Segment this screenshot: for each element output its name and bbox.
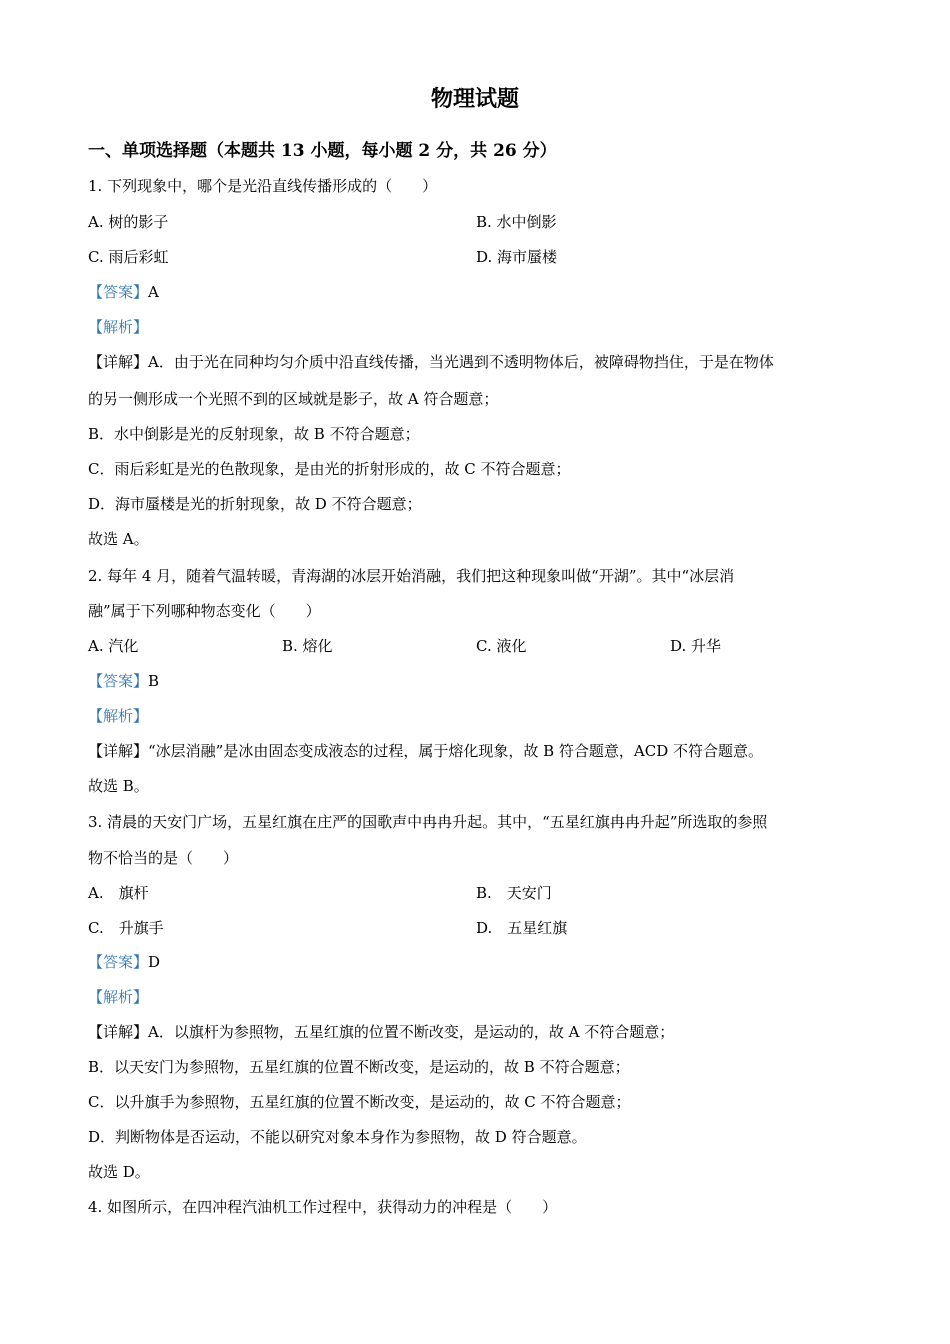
detail-tag: 【详解】 [88, 353, 149, 371]
q3-detail-line [88, 1020, 674, 1044]
q2-stem: 2. 每年 4 月，随着气温转暖，青海湖的冰层开始消融，我们把这种现象叫做“开湖”。其中“冰层消 [88, 567, 735, 585]
q1-option-a: A. 树的影子 [88, 213, 169, 231]
q3-stem: 3. 清晨的天安门广场，五星红旗在庄严的国歌声中冉冉升起。其中，“五星红旗冉冉升起”所选取的参照 [88, 813, 768, 831]
q1-detail-line: 的另一侧形成一个光照不到的区域就是影子，故 A 符合题意； [88, 390, 499, 408]
q3-detail-line: D．判断物体是否运动，不能以研究对象本身作为参照物，故 D 符合题意。 [88, 1128, 587, 1146]
q4-stem: 4. 如图所示，在四冲程汽油机工作过程中，获得动力的冲程是（ ） [88, 1198, 558, 1216]
section-heading: 一、单项选择题（本题共 13 小题，每小题 2 分，共 26 分） [88, 141, 557, 161]
q1-option-b: B. 水中倒影 [476, 213, 557, 231]
q1-detail-line [88, 350, 774, 374]
q2-option-d: D. 升华 [670, 637, 722, 655]
q1-conclusion: 故选 A。 [88, 530, 149, 548]
q2-analysis-tag: 【解析】 [88, 707, 149, 725]
q3-answer [88, 950, 160, 974]
q3-analysis-tag: 【解析】 [88, 988, 149, 1006]
q1-detail-text: A．由于光在同种均匀介质中沿直线传播，当光遇到不透明物体后，被障碍物挡住，于是在物体 [148, 353, 774, 371]
answer-tag: 【答案】 [88, 953, 149, 971]
answer-tag: 【答案】 [88, 283, 149, 301]
q1-option-d: D. 海市蜃楼 [476, 248, 558, 266]
q2-option-c: C. 液化 [476, 637, 527, 655]
q3-stem: 物不恰当的是（ ） [88, 849, 239, 867]
answer-tag: 【答案】 [88, 672, 149, 690]
q3-option-a: A. 旗杆 [88, 884, 149, 902]
q2-detail-text: “冰层消融”是冰由固态变成液态的过程，属于熔化现象，故 B 符合题意，ACD 不符合题意。 [148, 742, 764, 760]
q1-option-c: C. 雨后彩虹 [88, 248, 169, 266]
q3-option-b: B. 天安门 [476, 884, 552, 902]
detail-tag: 【详解】 [88, 742, 149, 760]
q3-option-c: C. 升旗手 [88, 919, 164, 937]
q2-stem: 融”属于下列哪种物态变化（ ） [88, 602, 321, 620]
q1-answer [88, 280, 159, 304]
q3-option-d: D. 五星红旗 [476, 919, 568, 937]
page-title: 物理试题 [430, 86, 519, 112]
q1-detail-line: C．雨后彩虹是光的色散现象，是由光的折射形成的，故 C 不符合题意； [88, 460, 571, 478]
q2-option-b: B. 熔化 [282, 637, 333, 655]
q3-conclusion: 故选 D。 [88, 1163, 150, 1181]
q2-conclusion: 故选 B。 [88, 777, 149, 795]
q2-answer [88, 669, 159, 693]
q1-detail-line: D．海市蜃楼是光的折射现象，故 D 不符合题意； [88, 495, 422, 513]
q1-answer-value: A [148, 283, 159, 301]
q3-detail-line: C．以升旗手为参照物，五星红旗的位置不断改变，是运动的，故 C 不符合题意； [88, 1093, 631, 1111]
q3-detail-text: A．以旗杆为参照物，五星红旗的位置不断改变，是运动的，故 A 不符合题意； [148, 1023, 675, 1041]
q2-option-a: A. 汽化 [88, 637, 139, 655]
q2-detail-line [88, 739, 763, 763]
q3-detail-line: B．以天安门为参照物，五星红旗的位置不断改变，是运动的，故 B 不符合题意； [88, 1058, 630, 1076]
q1-stem: 1. 下列现象中，哪个是光沿直线传播形成的（ ） [88, 177, 438, 195]
q2-answer-value: B [148, 672, 160, 690]
q3-answer-value: D [148, 953, 161, 971]
detail-tag: 【详解】 [88, 1023, 149, 1041]
q1-detail-line: B．水中倒影是光的反射现象，故 B 不符合题意； [88, 425, 420, 443]
q1-analysis-tag: 【解析】 [88, 318, 149, 336]
